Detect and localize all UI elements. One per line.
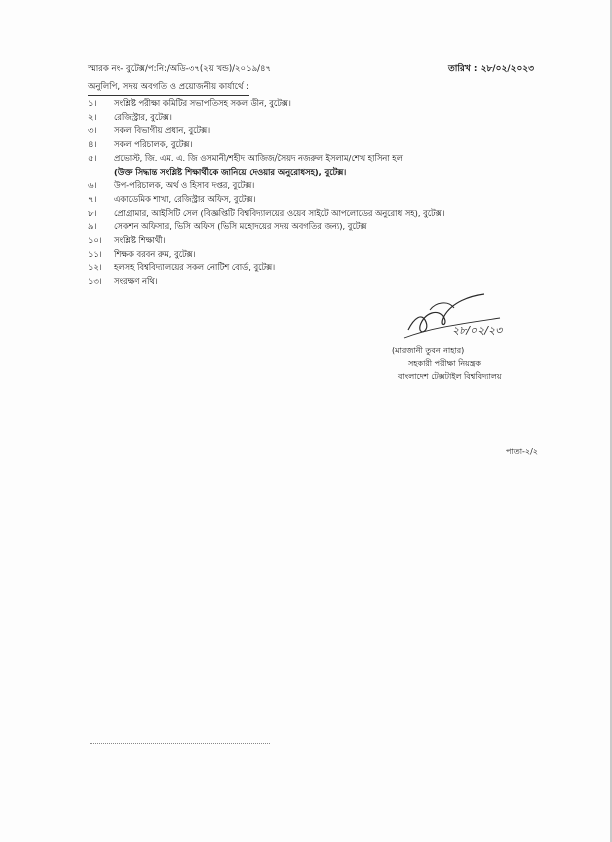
distribution-list [88, 97, 528, 289]
list-item-text: সংশ্লিষ্ট পরীক্ষা কমিটির সভাপতিসহ সকল ডীন, বুটেক্স। [114, 98, 291, 108]
list-item-number: ১১। [88, 248, 102, 259]
list-item-text: প্রোগ্রামার, আইসিটি সেল (বিজ্ঞপ্তিটি বিশ্ববিদ্যালয়ের ওয়েব সাইটে আপলোডের অনুরোধ সহ), বুটেক্স। [114, 207, 445, 218]
list-item [88, 234, 528, 248]
list-item-number: ৬। [88, 180, 97, 191]
list-item [88, 193, 528, 207]
list-item-number: ১০। [88, 235, 102, 246]
list-item-text: হলসহ বিশ্ববিদ্যালয়ের সকল নোটিশ বোর্ড, বুটেক্স। [114, 262, 276, 273]
signatory-title: সহকারী পরীক্ষা নিয়ন্ত্রক [408, 359, 482, 368]
list-item [88, 111, 528, 125]
list-item [88, 152, 528, 166]
list-item-number: ১৩। [88, 276, 102, 287]
memo-date: তারিখ : ২৮/০২/২০২৩ [447, 64, 534, 74]
signature-image [400, 288, 520, 348]
list-item [88, 97, 528, 111]
list-item [88, 261, 528, 275]
list-item-number: ১২। [88, 262, 102, 273]
signatory-name: (মারজানী তুবন নাহার) [392, 346, 465, 355]
list-item [88, 275, 528, 289]
list-item-subtext: (উক্ত সিদ্ধান্ত সংশ্লিষ্ট শিক্ষার্থীকে জানিয়ে দেওয়ার অনুরোধসহ), বুটেক্স। [114, 166, 347, 177]
list-item-text: শিক্ষক বরবন রুম, বুটেক্স। [114, 248, 196, 259]
list-item [88, 138, 528, 152]
list-item [88, 207, 528, 221]
list-item-text: রেজিস্ট্রার, বুটেক্স। [114, 111, 172, 122]
distribution-heading: অনুলিপি, সদয় অবগতি ও প্রয়োজনীয় কার্যার্থে : [88, 80, 249, 96]
list-item-number: ২। [88, 111, 97, 122]
list-item-text: সেকশন অফিসার, ভিসি অফিস (ভিসি মহোদয়ের সদয় অবগতির জন্য), বুটেক্স [114, 221, 367, 232]
signature-date: ২৮/০২/২৩ [452, 324, 503, 337]
list-item-text: একাডেমিক শাখা, রেজিস্ট্রার অফিস, বুটেক্স। [114, 193, 256, 204]
list-item [88, 220, 528, 234]
list-item-number: ৩। [88, 125, 97, 136]
list-item-number: ১। [88, 98, 97, 108]
list-item-text: সকল পরিচালক, বুটেক্স। [114, 139, 193, 150]
list-item-text: উপ-পরিচালক, অর্থ ও হিসাব দপ্তর, বুটেক্স। [114, 180, 255, 191]
list-item [88, 179, 528, 193]
list-item-text: সকল বিভাগীয় প্রধান, বুটেক্স। [114, 125, 211, 136]
page-number: পাতা-২/২ [505, 447, 538, 456]
scan-footer-mark [90, 743, 270, 749]
signatory-organization: বাংলাদেশ টেক্সটাইল বিশ্ববিদ্যালয় [398, 372, 502, 381]
list-item [88, 248, 528, 262]
memo-reference: স্মারক নং- বুটেক্স/প:নি:/অডি-৩৭(২য় খন্ড)/২০১৯/৪৭ [88, 64, 272, 74]
list-item [88, 124, 528, 138]
list-item-text: সংরক্ষণ নথি। [114, 276, 158, 287]
list-item-text: সংশ্লিষ্ট শিক্ষার্থী। [114, 235, 166, 246]
list-item-number: ৪। [88, 139, 97, 150]
list-item-text: প্রভোস্ট, জি. এম. এ. জি ওসমানী/শহীদ আজিজ/সৈয়দ নজরুল ইসলাম/শেখ হাসিনা হল [114, 152, 403, 163]
list-item-number: ৮। [88, 207, 97, 218]
list-item-number: ৯। [88, 221, 97, 232]
list-item-number: ৭। [88, 193, 97, 204]
list-item-number: ৫। [88, 152, 97, 163]
